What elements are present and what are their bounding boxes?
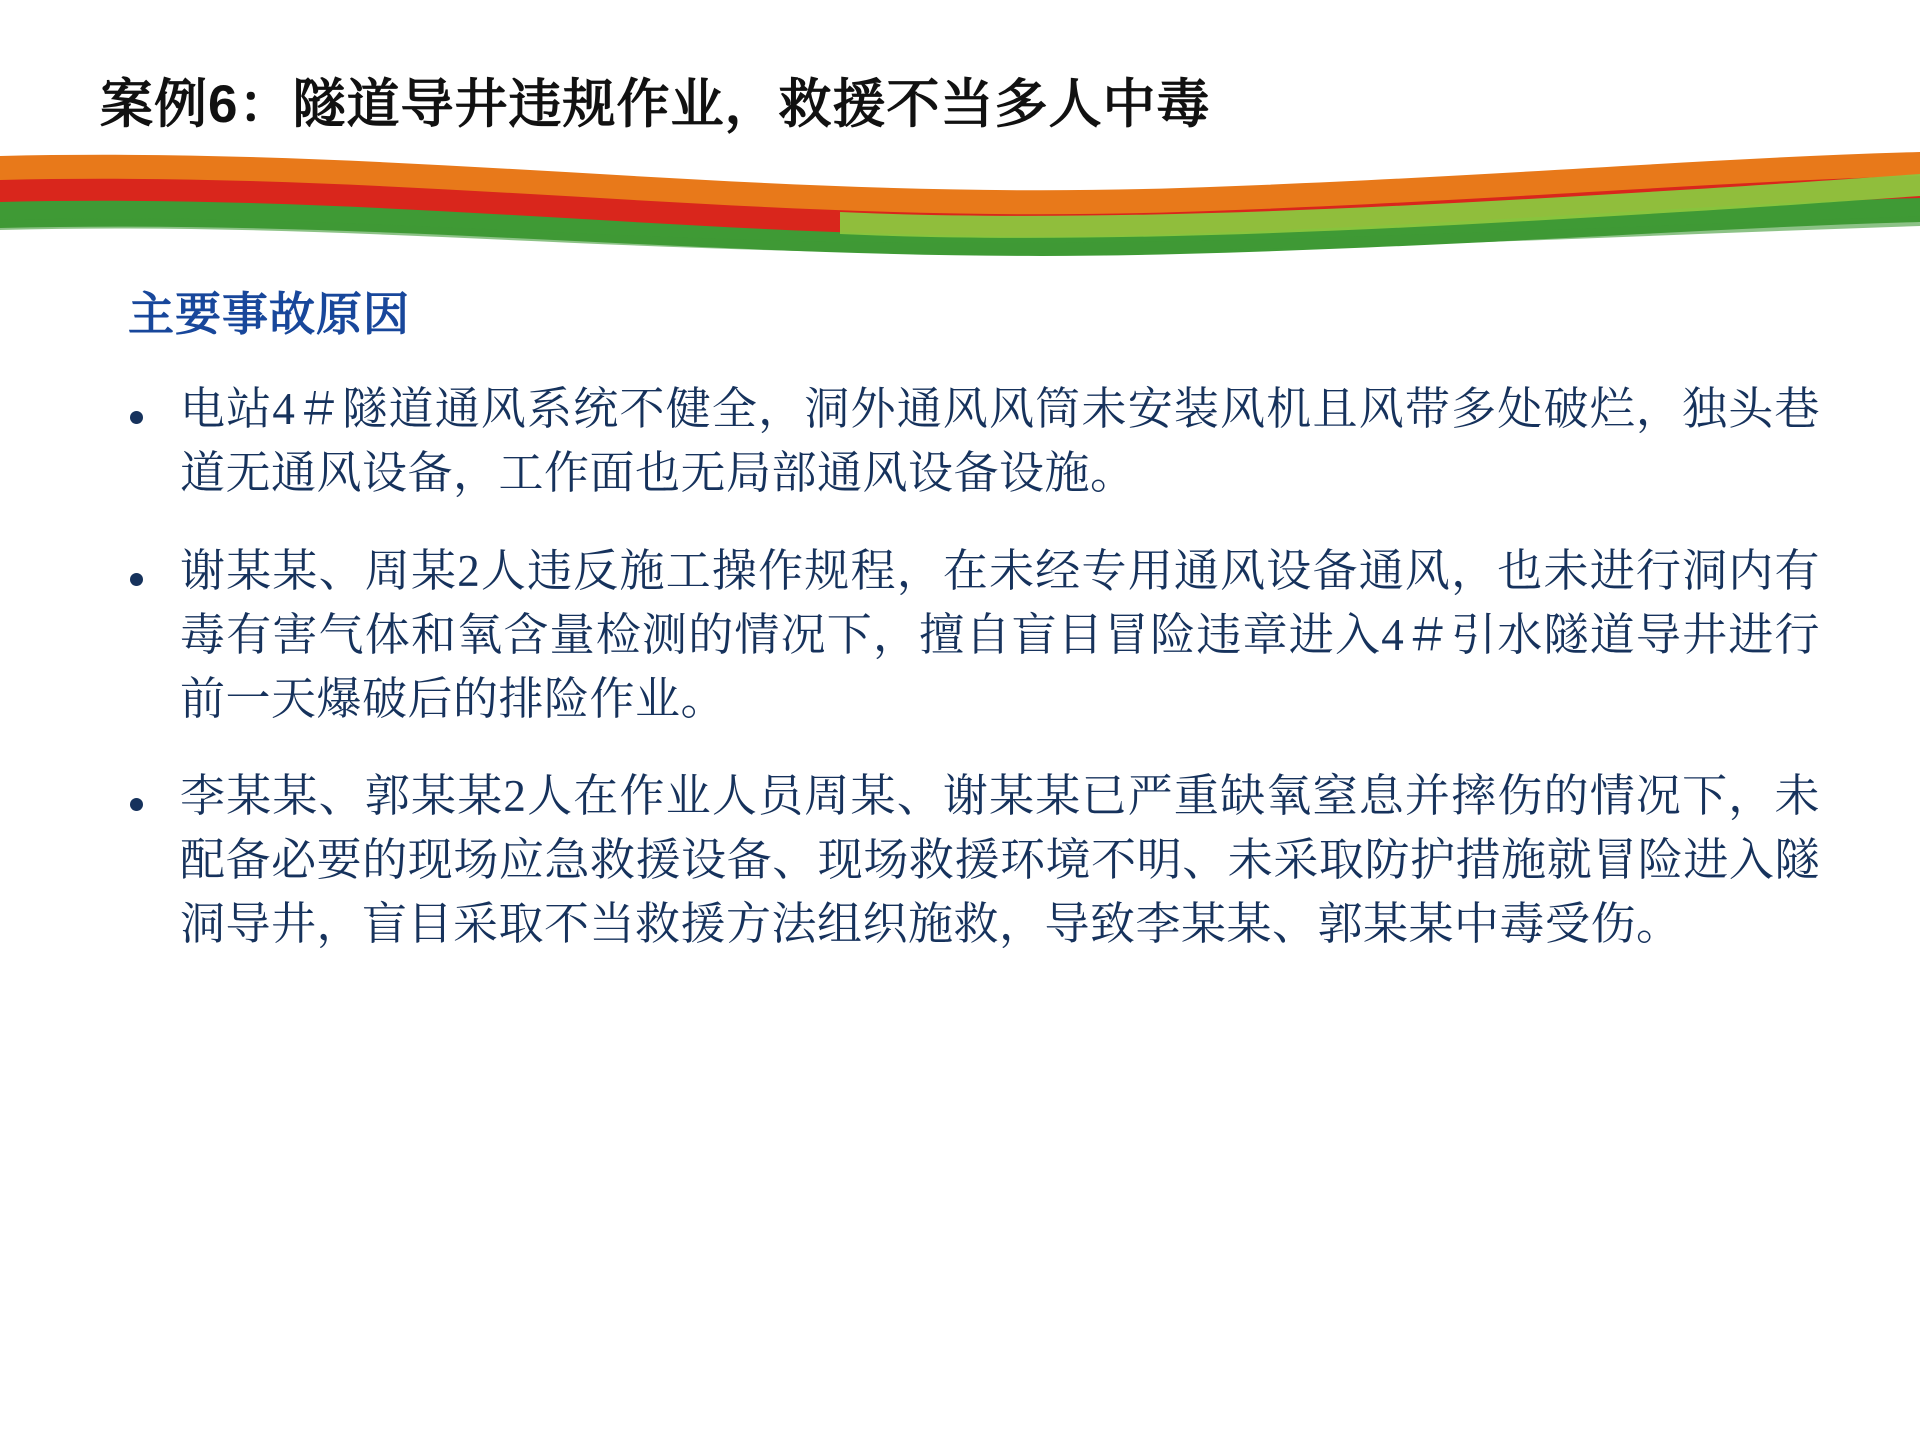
list-item-text: 电站4＃隧道通风系统不健全，洞外通风风筒未安装风机且风带多处破烂，独头巷道无通风设备，工作面也无局部通风设备设施。 [180, 384, 1820, 498]
bullet-dot-icon [120, 765, 180, 817]
list-item [120, 540, 1820, 732]
section-heading: 主要事故原因 [128, 288, 410, 340]
bullet-dot-icon [120, 378, 180, 430]
list-item [120, 378, 1820, 506]
list-item-text: 李某某、郭某某2人在作业人员周某、谢某某已严重缺氧窒息并摔伤的情况下，未配备必要的现场应急救援设备、现场救援环境不明、未采取防护措施就冒险进入隧洞导井，盲目采取不当救援方法组织施救，导致李某某、郭某某中毒受伤。 [180, 771, 1820, 950]
bullet-dot-icon [120, 540, 180, 592]
swoosh-graphic [0, 150, 1920, 260]
bullet-list [120, 378, 1820, 991]
list-item [120, 765, 1820, 957]
decorative-swoosh-band [0, 150, 1920, 260]
list-item-text: 谢某某、周某2人违反施工操作规程，在未经专用通风设备通风，也未进行洞内有毒有害气体和氧含量检测的情况下，擅自盲目冒险违章进入4＃引水隧道导井进行前一天爆破后的排险作业。 [180, 545, 1820, 724]
page-title: 案例6：隧道导井违规作业，救援不当多人中毒 [100, 75, 1211, 134]
